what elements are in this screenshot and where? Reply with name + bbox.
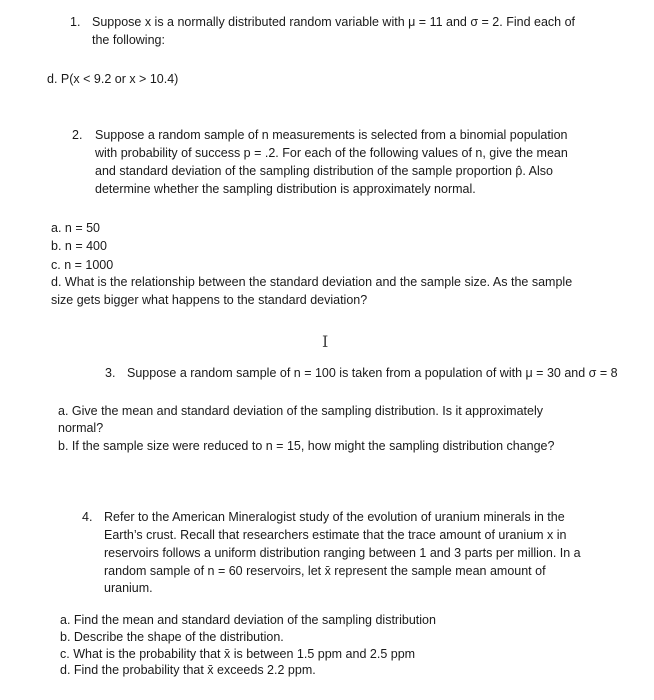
q3-part-a-line2: normal?: [58, 421, 104, 435]
q2-part-d-line2: size gets bigger what happens to the standard deviation?: [51, 293, 368, 307]
q2-text-line: and standard deviation of the sampling distribution of the sample proportion p̂. Also: [95, 164, 553, 178]
q1-text-line2: the following:: [92, 33, 165, 47]
q4-part-b: b. Describe the shape of the distribution.: [60, 630, 284, 644]
q1-number: 1.: [70, 15, 81, 29]
q1-part-d: d. P(x < 9.2 or x > 10.4): [47, 72, 179, 86]
q4-text-line: uranium.: [104, 581, 153, 595]
q3-part-a-line1: a. Give the mean and standard deviation of the sampling distribution. Is it approximately: [58, 404, 543, 418]
q4-text-line: random sample of n = 60 reservoirs, let x̄ represent the sample mean amount of: [104, 564, 546, 578]
q3-number: 3.: [105, 366, 116, 380]
q4-number: 4.: [82, 510, 93, 524]
q2-part-d-line1: d. What is the relationship between the standard deviation and the sample size. As the sample: [51, 275, 573, 289]
q2-text-line: with probability of success p = .2. For each of the following values of n, give the mean: [95, 146, 568, 160]
q4-text-line: reservoirs follows a uniform distribution ranging between 1 and 3 parts per million. In a: [104, 546, 581, 560]
q4-part-c: c. What is the probability that x̄ is between 1.5 ppm and 2.5 ppm: [60, 647, 416, 661]
q2-part-c: c. n = 1000: [51, 258, 114, 272]
text-cursor-icon: I: [322, 332, 329, 351]
q2-text-line: Suppose a random sample of n measurements is selected from a binomial population: [95, 128, 568, 142]
q4-text-line: Earth’s crust. Recall that researchers estimate that the trace amount of uranium x in: [104, 528, 567, 542]
q2-part-a: a. n = 50: [51, 221, 100, 235]
q4-text-line: Refer to the American Mineralogist study of the evolution of uranium minerals in the: [104, 510, 565, 524]
q3-part-b: b. If the sample size were reduced to n = 15, how might the sampling distribution change?: [58, 439, 555, 453]
q4-part-a: a. Find the mean and standard deviation of the sampling distribution: [60, 613, 436, 627]
q3-text: Suppose a random sample of n = 100 is taken from a population of with μ = 30 and σ = 8: [127, 366, 618, 380]
q2-part-b: b. n = 400: [51, 239, 107, 253]
q4-part-d: d. Find the probability that x̄ exceeds 2.2 ppm.: [60, 663, 316, 677]
q2-text-line: determine whether the sampling distribution is approximately normal.: [95, 182, 476, 196]
q1-text-line1: Suppose x is a normally distributed random variable with μ = 11 and σ = 2. Find each of: [92, 15, 576, 29]
q2-number: 2.: [72, 128, 83, 142]
